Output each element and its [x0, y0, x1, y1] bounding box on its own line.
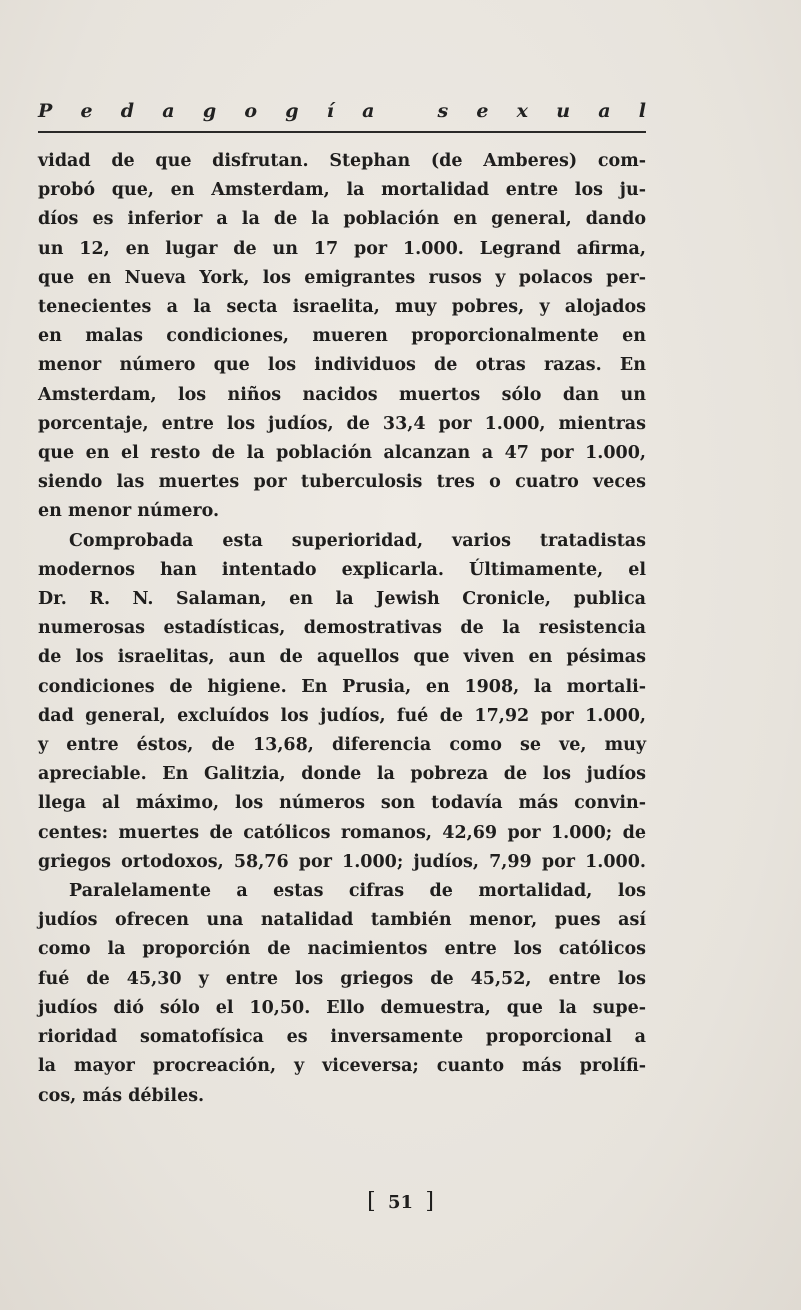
text-line: en malas condiciones, mueren proporcionalmente en — [38, 326, 646, 347]
text-line: numerosas estadísticas, demostrativas de la resistencia — [38, 618, 646, 639]
running-head-letter: u — [556, 100, 571, 122]
text-line: tenecientes a la secta israelita, muy pobres, y alojados — [38, 297, 646, 318]
running-head-letter: P — [38, 100, 53, 122]
text-line: que en el resto de la población alcanzan a 47 por 1.000, — [38, 443, 646, 464]
text-line: dad general, excluídos los judíos, fué de 17,92 por 1.000, — [38, 705, 646, 726]
text-line: modernos han intentado explicarla. Últimamente, el — [38, 559, 646, 580]
running-head-letter: d — [120, 100, 135, 122]
running-head-letter: a — [598, 100, 611, 122]
running-head-letter: x — [516, 100, 528, 122]
text-line: judíos ofrecen una natalidad también menor, pues así — [38, 910, 646, 931]
text-line: de los israelitas, aun de aquellos que viven en pésimas — [38, 647, 646, 668]
folio-number: 51 — [387, 1192, 414, 1213]
running-head-letter: o — [244, 100, 257, 122]
text-line: centes: muertes de católicos romanos, 42,69 por 1.000; de — [38, 822, 646, 843]
running-head-letter: e — [476, 100, 489, 122]
text-line: Dr. R. N. Salaman, en la Jewish Cronicle, publica — [38, 589, 646, 610]
text-line: porcentaje, entre los judíos, de 33,4 por 1.000, mientras — [38, 413, 646, 434]
text-line: en menor número. — [38, 501, 220, 522]
text-line: apreciable. En Galitzia, donde la pobreza de los judíos — [38, 764, 646, 785]
text-line: la mayor procreación, y viceversa; cuanto más prolífi- — [38, 1056, 646, 1077]
header-rule — [38, 131, 646, 133]
page-number — [0, 1189, 801, 1214]
text-line: llega al máximo, los números son todavía más convin- — [38, 793, 646, 814]
running-head-letter: g — [285, 100, 299, 122]
body-text — [38, 147, 646, 1111]
folio-open-bracket: [ — [367, 1189, 376, 1214]
running-head-letter: g — [202, 100, 217, 122]
running-head-spacer — [403, 100, 410, 122]
running-head-letter: a — [162, 100, 175, 122]
running-head-letter: e — [80, 100, 93, 122]
text-line: un 12, en lugar de un 17 por 1.000. Legrand afirma, — [38, 238, 646, 259]
text-line: Paralelamente a estas cifras de mortalidad, los — [69, 881, 646, 902]
text-line: Comprobada esta superioridad, varios tratadistas — [69, 530, 646, 551]
text-line: judíos dió sólo el 10,50. Ello demuestra, que la supe- — [38, 997, 646, 1018]
running-head-letter: s — [437, 100, 449, 122]
running-head-letter: í — [326, 100, 334, 122]
text-line: griegos ortodoxos, 58,76 por 1.000; judíos, 7,99 por 1.000. — [38, 851, 646, 872]
text-line: díos es inferior a la de la población en general, dando — [38, 209, 646, 230]
text-line: vidad de que disfrutan. Stephan (de Amberes) com- — [38, 151, 646, 171]
running-head-letter: l — [638, 100, 646, 122]
running-head — [38, 100, 646, 122]
text-line: probó que, en Amsterdam, la mortalidad entre los ju- — [38, 180, 646, 201]
text-line: rioridad somatofísica es inversamente proporcional a — [38, 1027, 646, 1048]
text-line: fué de 45,30 y entre los griegos de 45,52, entre los — [38, 968, 646, 989]
folio-close-bracket: ] — [425, 1189, 434, 1214]
text-line: como la proporción de nacimientos entre los católicos — [38, 939, 646, 960]
text-line: cos, más débiles. — [38, 1085, 205, 1106]
text-line: condiciones de higiene. En Prusia, en 1908, la mortali- — [38, 676, 646, 697]
text-line: Amsterdam, los niños nacidos muertos sólo dan un — [38, 384, 646, 405]
text-line: y entre éstos, de 13,68, diferencia como se ve, muy — [38, 735, 646, 756]
text-line: que en Nueva York, los emigrantes rusos y polacos per- — [38, 267, 646, 288]
text-line: siendo las muertes por tuberculosis tres o cuatro veces — [38, 472, 646, 493]
text-line: menor número que los individuos de otras razas. En — [38, 355, 646, 376]
running-head-letter: a — [362, 100, 375, 122]
